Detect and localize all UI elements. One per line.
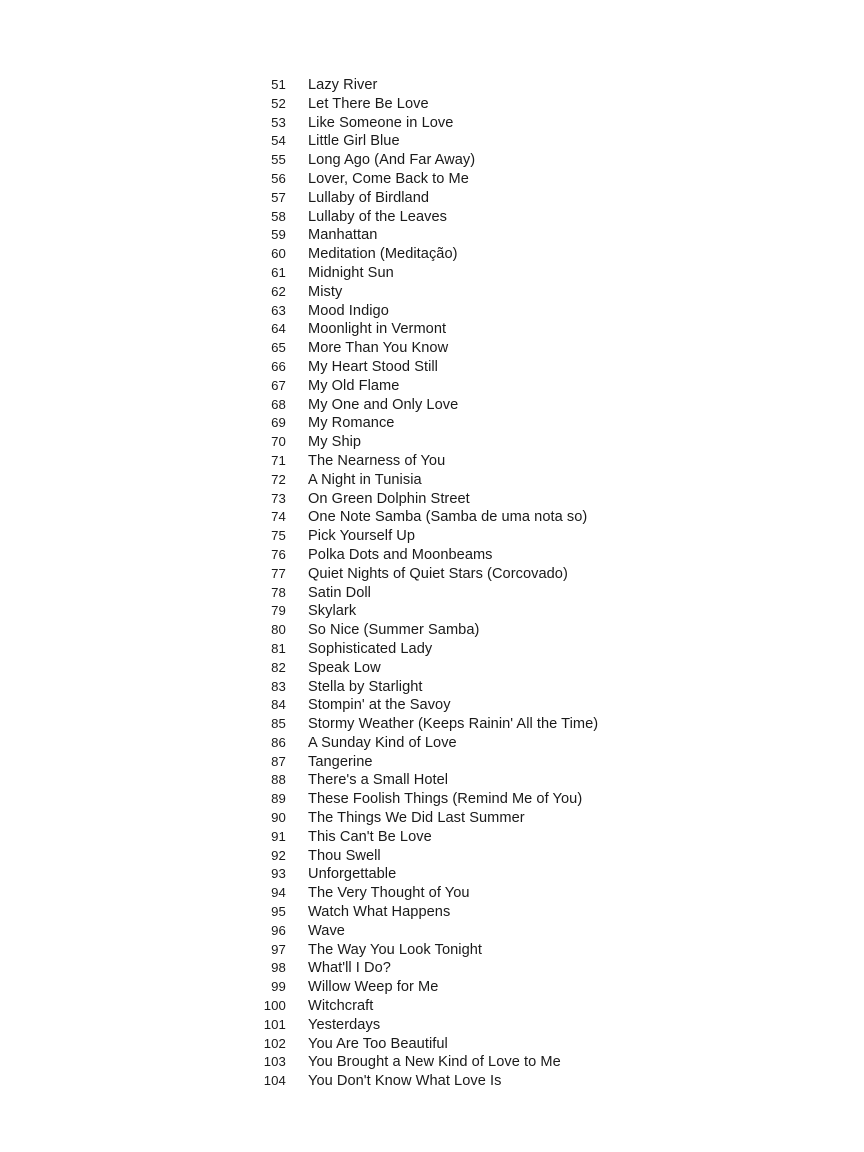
toc-entry[interactable] — [0, 245, 864, 264]
toc-entry-title: Lazy River — [308, 77, 378, 93]
toc-entry-title: Stormy Weather (Keeps Rainin' All the Time) — [308, 716, 599, 733]
toc-entry-number: 96 — [271, 922, 286, 938]
toc-entry-number: 97 — [271, 941, 286, 957]
toc-entry-title: Misty — [308, 283, 343, 300]
toc-entry-title: Meditation (Meditação) — [308, 246, 458, 263]
toc-entry-title: Midnight Sun — [308, 264, 394, 281]
toc-entry-number: 80 — [271, 622, 286, 638]
toc-entry[interactable] — [0, 414, 864, 433]
toc-entry[interactable] — [0, 922, 864, 941]
toc-entry-title: A Night in Tunisia — [308, 471, 422, 488]
toc-entry-number: 58 — [271, 208, 286, 224]
toc-entry[interactable] — [0, 151, 864, 170]
toc-entry[interactable] — [0, 546, 864, 565]
toc-entry-title: My Romance — [308, 415, 395, 432]
toc-entry-title: The Very Thought of You — [308, 885, 470, 902]
toc-entry-title: The Nearness of You — [308, 452, 446, 469]
toc-entry-title: Speak Low — [308, 659, 381, 676]
toc-entry[interactable] — [0, 76, 864, 95]
toc-entry-title: Little Girl Blue — [308, 133, 400, 150]
toc-entry-number: 77 — [271, 565, 286, 581]
toc-entry[interactable] — [0, 471, 864, 490]
toc-entry-number: 89 — [271, 791, 286, 807]
toc-entry[interactable] — [0, 1016, 864, 1035]
toc-entry[interactable] — [0, 490, 864, 509]
toc-entry-title: More Than You Know — [308, 340, 449, 357]
toc-entry[interactable] — [0, 283, 864, 302]
toc-entry-number: 73 — [271, 490, 286, 506]
toc-entry-title: Satin Doll — [308, 584, 371, 601]
toc-entry[interactable] — [0, 433, 864, 452]
toc-entry[interactable] — [0, 264, 864, 283]
toc-entry[interactable] — [0, 302, 864, 321]
toc-entry[interactable] — [0, 170, 864, 189]
toc-entry-title: My Old Flame — [308, 377, 400, 394]
toc-entry[interactable] — [0, 640, 864, 659]
toc-entry[interactable] — [0, 1072, 864, 1091]
toc-entry[interactable] — [0, 114, 864, 133]
toc-entry-number: 86 — [271, 734, 286, 750]
toc-entry-title: Watch What Happens — [308, 904, 451, 921]
toc-entry[interactable] — [0, 696, 864, 715]
toc-entry-title: A Sunday Kind of Love — [308, 734, 457, 751]
toc-entry-number: 79 — [271, 603, 286, 619]
toc-entry-title: This Can't Be Love — [308, 828, 432, 845]
toc-entry-title: Witchcraft — [308, 998, 374, 1015]
toc-entry[interactable] — [0, 584, 864, 603]
toc-entry-title: Lullaby of Birdland — [308, 189, 430, 206]
toc-entry-number: 72 — [271, 471, 286, 487]
toc-entry-title: The Things We Did Last Summer — [308, 810, 525, 827]
toc-entry-title: Yesterdays — [308, 1016, 381, 1033]
toc-entry-title: So Nice (Summer Samba) — [308, 622, 480, 639]
toc-entry-number: 56 — [271, 170, 286, 186]
toc-entry-title: On Green Dolphin Street — [308, 490, 470, 507]
table-of-contents-list — [0, 76, 864, 1091]
toc-entry-title: There's a Small Hotel — [308, 772, 449, 789]
toc-entry[interactable] — [0, 753, 864, 772]
toc-entry-title: You Brought a New Kind of Love to Me — [308, 1054, 561, 1071]
toc-entry-title: Stella by Starlight — [308, 678, 423, 695]
toc-entry[interactable] — [0, 865, 864, 884]
toc-entry-number: 51 — [271, 77, 286, 92]
toc-entry[interactable] — [0, 320, 864, 339]
toc-entry-number: 99 — [271, 979, 286, 995]
toc-entry-number: 101 — [263, 1016, 286, 1032]
toc-entry-number: 103 — [263, 1054, 286, 1070]
toc-entry[interactable] — [0, 997, 864, 1016]
toc-entry-title: Stompin' at the Savoy — [308, 697, 451, 714]
toc-entry-number: 76 — [271, 546, 286, 562]
toc-entry-title: You Are Too Beautiful — [308, 1035, 448, 1052]
toc-entry-title: The Way You Look Tonight — [308, 941, 483, 958]
toc-entry-number: 90 — [271, 810, 286, 826]
toc-entry-number: 74 — [271, 509, 286, 525]
toc-entry-number: 102 — [263, 1035, 286, 1051]
toc-entry-number: 60 — [271, 246, 286, 262]
toc-entry-title: These Foolish Things (Remind Me of You) — [308, 791, 583, 808]
toc-entry[interactable] — [0, 828, 864, 847]
toc-entry-number: 57 — [271, 189, 286, 205]
toc-entry-number: 61 — [271, 264, 286, 280]
toc-entry[interactable] — [0, 527, 864, 546]
toc-entry-number: 95 — [271, 904, 286, 920]
toc-entry-title: Lullaby of the Leaves — [308, 208, 447, 225]
toc-entry-title: My Heart Stood Still — [308, 358, 438, 375]
toc-entry-number: 63 — [271, 302, 286, 318]
toc-entry-title: Tangerine — [308, 753, 373, 770]
toc-entry-number: 84 — [271, 697, 286, 713]
toc-entry[interactable] — [0, 790, 864, 809]
toc-entry[interactable] — [0, 978, 864, 997]
toc-entry-title: One Note Samba (Samba de uma nota so) — [308, 509, 588, 526]
toc-entry-title: Let There Be Love — [308, 95, 429, 112]
toc-entry[interactable] — [0, 809, 864, 828]
toc-entry-title: Sophisticated Lady — [308, 640, 433, 657]
toc-entry-title: My Ship — [308, 434, 362, 451]
toc-entry-number: 78 — [271, 584, 286, 600]
toc-entry-title: Quiet Nights of Quiet Stars (Corcovado) — [308, 565, 568, 582]
toc-entry-title: Mood Indigo — [308, 302, 389, 319]
toc-entry-number: 83 — [271, 678, 286, 694]
toc-entry-title: My One and Only Love — [308, 396, 459, 413]
toc-entry-title: Willow Weep for Me — [308, 979, 439, 996]
toc-entry[interactable] — [0, 903, 864, 922]
toc-entry[interactable] — [0, 452, 864, 471]
toc-entry-number: 100 — [263, 998, 286, 1014]
toc-entry-number: 62 — [271, 283, 286, 299]
toc-entry-title: Wave — [308, 922, 345, 939]
toc-entry[interactable] — [0, 659, 864, 678]
toc-entry[interactable] — [0, 1053, 864, 1072]
toc-entry-number: 65 — [271, 340, 286, 356]
toc-entry[interactable] — [0, 358, 864, 377]
toc-entry[interactable] — [0, 377, 864, 396]
toc-entry[interactable] — [0, 565, 864, 584]
toc-entry-number: 98 — [271, 960, 286, 976]
toc-entry-number: 91 — [271, 828, 286, 844]
toc-entry-number: 94 — [271, 885, 286, 901]
toc-entry-number: 69 — [271, 415, 286, 431]
toc-entry-number: 55 — [271, 152, 286, 168]
toc-entry[interactable] — [0, 771, 864, 790]
toc-entry[interactable] — [0, 847, 864, 866]
toc-entry-number: 93 — [271, 866, 286, 882]
toc-entry-title: Skylark — [308, 603, 357, 620]
toc-entry[interactable] — [0, 734, 864, 753]
toc-entry-number: 71 — [271, 452, 286, 468]
toc-entry[interactable] — [0, 941, 864, 960]
toc-entry-title: Moonlight in Vermont — [308, 321, 447, 338]
toc-entry-number: 54 — [271, 133, 286, 149]
toc-entry[interactable] — [0, 602, 864, 621]
toc-entry-number: 75 — [271, 528, 286, 544]
toc-entry[interactable] — [0, 396, 864, 415]
toc-entry[interactable] — [0, 1035, 864, 1054]
toc-entry-title: Manhattan — [308, 227, 378, 244]
toc-entry-number: 87 — [271, 753, 286, 769]
toc-entry-number: 92 — [271, 847, 286, 863]
toc-entry[interactable] — [0, 339, 864, 358]
toc-entry-title: Like Someone in Love — [308, 114, 454, 131]
toc-entry-number: 53 — [271, 114, 286, 130]
toc-entry-title: Thou Swell — [308, 847, 381, 864]
toc-entry-title: Long Ago (And Far Away) — [308, 152, 476, 169]
toc-entry-title: Lover, Come Back to Me — [308, 170, 469, 187]
toc-entry[interactable] — [0, 678, 864, 697]
toc-entry-number: 81 — [271, 640, 286, 656]
toc-entry-number: 70 — [271, 434, 286, 450]
toc-entry-title: Unforgettable — [308, 866, 397, 883]
toc-entry[interactable] — [0, 959, 864, 978]
toc-entry[interactable] — [0, 715, 864, 734]
toc-entry-number: 66 — [271, 358, 286, 374]
toc-entry-number: 68 — [271, 396, 286, 412]
toc-entry[interactable] — [0, 621, 864, 640]
toc-entry-number: 104 — [263, 1073, 286, 1089]
toc-entry-title: You Don't Know What Love Is — [308, 1073, 502, 1090]
toc-entry-number: 85 — [271, 716, 286, 732]
toc-entry-title: What'll I Do? — [308, 960, 391, 977]
toc-entry[interactable] — [0, 226, 864, 245]
toc-entry-number: 64 — [271, 321, 286, 337]
toc-entry-number: 82 — [271, 659, 286, 675]
toc-entry[interactable] — [0, 132, 864, 151]
toc-entry[interactable] — [0, 95, 864, 114]
toc-entry[interactable] — [0, 508, 864, 527]
toc-entry[interactable] — [0, 208, 864, 227]
toc-entry-title: Polka Dots and Moonbeams — [308, 546, 493, 563]
toc-entry-number: 59 — [271, 227, 286, 243]
toc-entry[interactable] — [0, 884, 864, 903]
toc-entry-title: Pick Yourself Up — [308, 528, 416, 545]
toc-entry-number: 88 — [271, 772, 286, 788]
toc-entry-number: 67 — [271, 377, 286, 393]
toc-entry[interactable] — [0, 189, 864, 208]
toc-entry-number: 52 — [271, 95, 286, 111]
